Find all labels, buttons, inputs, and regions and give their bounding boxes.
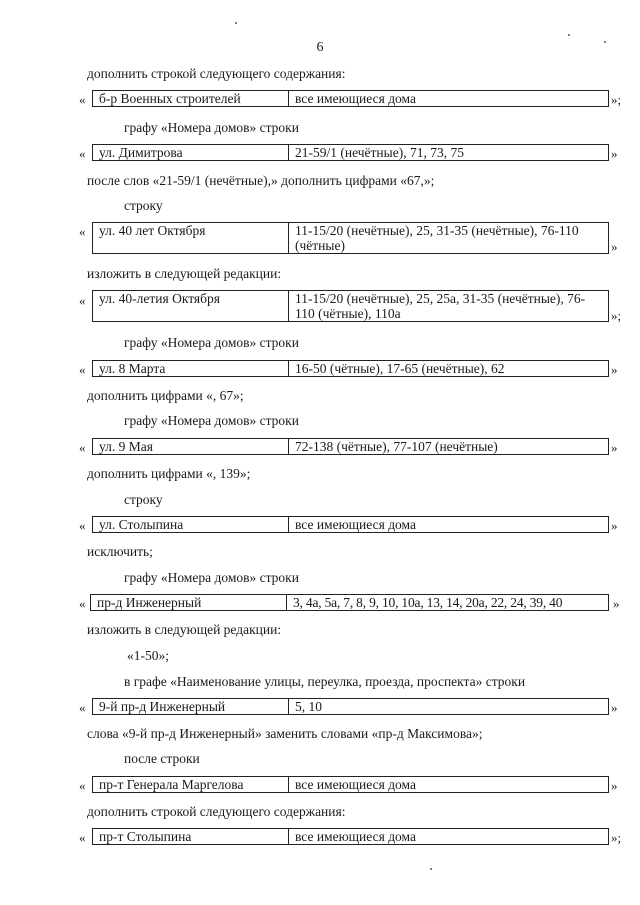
- street-cell: ул. 9 Мая: [93, 439, 289, 455]
- paragraph-line: в графе «Наименование улицы, переулка, проезда, проспекта» строки: [124, 674, 526, 689]
- open-quote: «: [79, 830, 86, 845]
- houses-cell: 3, 4а, 5а, 7, 8, 9, 10, 10а, 13, 14, 20а, 22, 24, 39, 40: [287, 595, 609, 611]
- street-cell: б-р Военных строителей: [93, 91, 289, 107]
- scan-speck: [430, 868, 432, 870]
- houses-cell: 72-138 (чётные), 77-107 (нечётные): [289, 439, 609, 455]
- street-cell: 9-й пр-д Инженерный: [93, 699, 289, 715]
- paragraph-line: исключить;: [87, 544, 153, 559]
- street-cell: пр-т Генерала Маргелова: [93, 777, 289, 793]
- open-quote: «: [79, 92, 86, 107]
- paragraph-line: дополнить строкой следующего содержания:: [87, 804, 346, 819]
- open-quote: «: [79, 293, 86, 308]
- houses-cell: 21-59/1 (нечётные), 71, 73, 75: [289, 145, 609, 161]
- close-quote: »: [611, 146, 618, 161]
- scan-speck: [235, 22, 237, 24]
- paragraph-line: «1-50»;: [127, 648, 169, 663]
- paragraph-line: слова «9-й пр-д Инженерный» заменить словами «пр-д Максимова»;: [87, 726, 483, 741]
- houses-cell: все имеющиеся дома: [289, 91, 609, 107]
- table-row: [90, 594, 609, 611]
- open-quote: «: [79, 518, 86, 533]
- street-cell: ул. 8 Марта: [93, 361, 289, 377]
- paragraph-line: после строки: [124, 751, 200, 766]
- paragraph-line: графу «Номера домов» строки: [124, 335, 299, 350]
- close-quote: »;: [611, 92, 622, 107]
- close-quote: »;: [611, 830, 622, 845]
- street-cell: пр-т Столыпина: [93, 829, 289, 845]
- houses-cell: 5, 10: [289, 699, 609, 715]
- table-row: [92, 144, 609, 161]
- table-row: [92, 828, 609, 845]
- houses-cell: все имеющиеся дома: [289, 777, 609, 793]
- street-cell: ул. 40 лет Октября: [93, 223, 289, 254]
- paragraph-line: строку: [124, 198, 163, 213]
- open-quote: «: [79, 778, 86, 793]
- paragraph-line: графу «Номера домов» строки: [124, 120, 299, 135]
- table-row: [92, 290, 609, 322]
- close-quote: »: [611, 700, 618, 715]
- houses-cell: 16-50 (чётные), 17-65 (нечётные), 62: [289, 361, 609, 377]
- street-cell: ул. 40-летия Октября: [93, 291, 289, 322]
- paragraph-line: изложить в следующей редакции:: [87, 266, 282, 281]
- close-quote: »: [613, 596, 620, 611]
- table-row: [92, 776, 609, 793]
- paragraph-line: дополнить цифрами «, 67»;: [87, 388, 244, 403]
- houses-cell: 11-15/20 (нечётные), 25, 25а, 31-35 (нечётные), 76-110 (чётные), 110а: [289, 291, 609, 322]
- open-quote: «: [79, 362, 86, 377]
- street-cell: ул. Столыпина: [93, 517, 289, 533]
- open-quote: «: [79, 596, 86, 611]
- paragraph-line: после слов «21-59/1 (нечётные),» дополнить цифрами «67,»;: [87, 173, 435, 188]
- close-quote: »: [611, 518, 618, 533]
- houses-cell: все имеющиеся дома: [289, 517, 609, 533]
- houses-cell: все имеющиеся дома: [289, 829, 609, 845]
- open-quote: «: [79, 146, 86, 161]
- open-quote: «: [79, 700, 86, 715]
- close-quote: »: [611, 440, 618, 455]
- paragraph-line: графу «Номера домов» строки: [124, 570, 299, 585]
- close-quote: »: [611, 778, 618, 793]
- paragraph-line: строку: [124, 492, 163, 507]
- table-row: [92, 360, 609, 377]
- close-quote: »: [611, 362, 618, 377]
- scan-speck: [568, 34, 570, 36]
- open-quote: «: [79, 440, 86, 455]
- paragraph-line: дополнить строкой следующего содержания:: [87, 66, 346, 81]
- close-quote: »;: [611, 308, 622, 323]
- close-quote: »: [611, 239, 618, 254]
- table-row: [92, 438, 609, 455]
- table-row: [92, 222, 609, 254]
- table-row: [92, 516, 609, 533]
- street-cell: ул. Димитрова: [93, 145, 289, 161]
- page-number: 6: [316, 40, 324, 55]
- paragraph-line: графу «Номера домов» строки: [124, 413, 299, 428]
- street-cell: пр-д Инженерный: [91, 595, 287, 611]
- open-quote: «: [79, 224, 86, 239]
- paragraph-line: изложить в следующей редакции:: [87, 622, 282, 637]
- table-row: [92, 698, 609, 715]
- houses-cell: 11-15/20 (нечётные), 25, 31-35 (нечётные), 76-110 (чётные): [289, 223, 609, 254]
- paragraph-line: дополнить цифрами «, 139»;: [87, 466, 251, 481]
- table-row: [92, 90, 609, 107]
